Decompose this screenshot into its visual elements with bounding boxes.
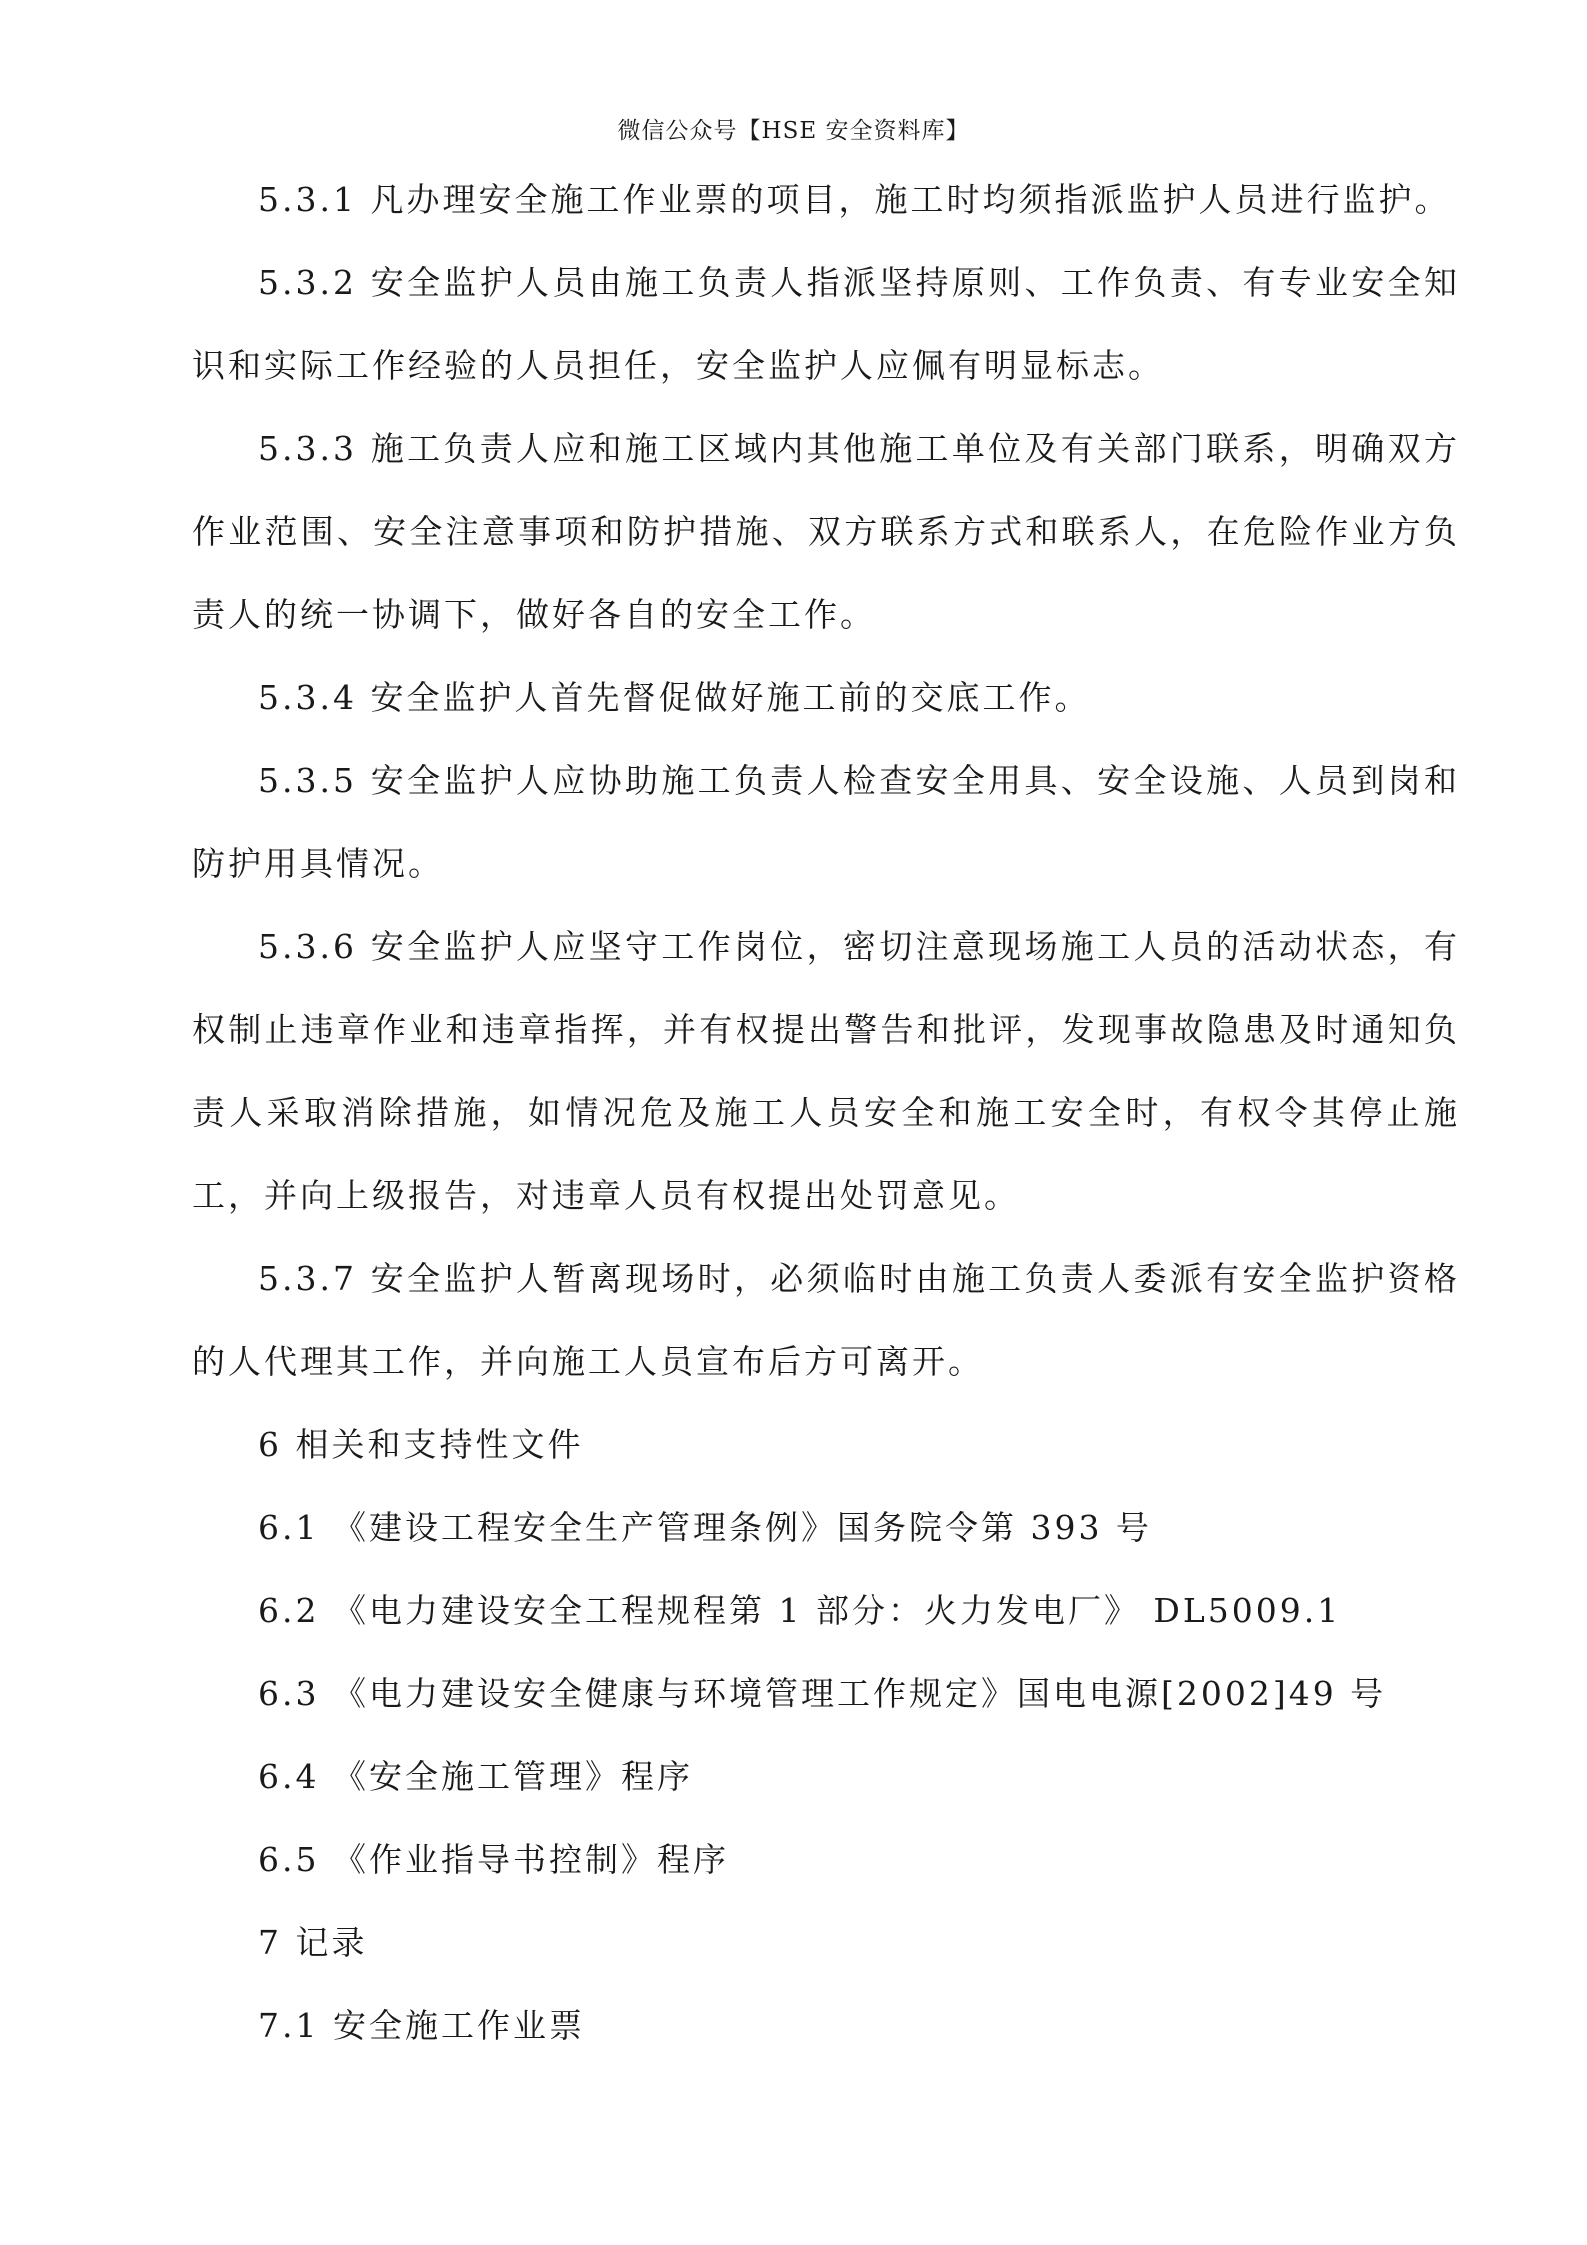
reference-6-3: 6.3 《电力建设安全健康与环境管理工作规定》国电电源[2002]49 号 [258,1674,1387,1713]
section-heading-6: 6 相关和支持性文件 [258,1425,584,1464]
paragraph-5-3-1: 5.3.1 凡办理安全施工作业票的项目，施工时均须指派监护人员进行监护。 [258,180,1451,219]
reference-6-2: 6.2 《电力建设安全工程规程第 1 部分：火力发电厂》 DL5009.1 [258,1591,1342,1630]
paragraph-5-3-4: 5.3.4 安全监护人首先督促做好施工前的交底工作。 [258,678,1091,717]
reference-6-1: 6.1 《建设工程安全生产管理条例》国务院令第 393 号 [258,1508,1152,1547]
document-body [192,158,1460,2067]
section-heading-7: 7 记录 [258,1923,368,1962]
record-7-1: 7.1 安全施工作业票 [258,2006,585,2045]
paragraph-5-3-5: 5.3.5 安全监护人应协助施工负责人检查安全用具、安全设施、人员到岗和防护用具情况。 [192,761,1460,883]
reference-6-5: 6.5 《作业指导书控制》程序 [258,1840,729,1879]
reference-6-4: 6.4 《安全施工管理》程序 [258,1757,693,1796]
paragraph-5-3-7: 5.3.7 安全监护人暂离现场时，必须临时由施工负责人委派有安全监护资格的人代理其工作，并向施工人员宣布后方可离开。 [192,1259,1460,1381]
paragraph-5-3-6: 5.3.6 安全监护人应坚守工作岗位，密切注意现场施工人员的活动状态，有权制止违章作业和违章指挥，并有权提出警告和批评，发现事故隐患及时通知负责人采取消除措施，如情况危及施工人员安全和施工安全时，有权令其停止施工，并向上级报告，对违章人员有权提出处罚意见。 [192,927,1460,1215]
paragraph-5-3-2: 5.3.2 安全监护人员由施工负责人指派坚持原则、工作负责、有专业安全知识和实际工作经验的人员担任，安全监护人应佩有明显标志。 [192,263,1460,385]
page-header: 微信公众号【HSE 安全资料库】 [617,118,970,144]
paragraph-5-3-3: 5.3.3 施工负责人应和施工区域内其他施工单位及有关部门联系，明确双方作业范围、安全注意事项和防护措施、双方联系方式和联系人，在危险作业方负责人的统一协调下，做好各自的安全工作。 [192,429,1460,634]
